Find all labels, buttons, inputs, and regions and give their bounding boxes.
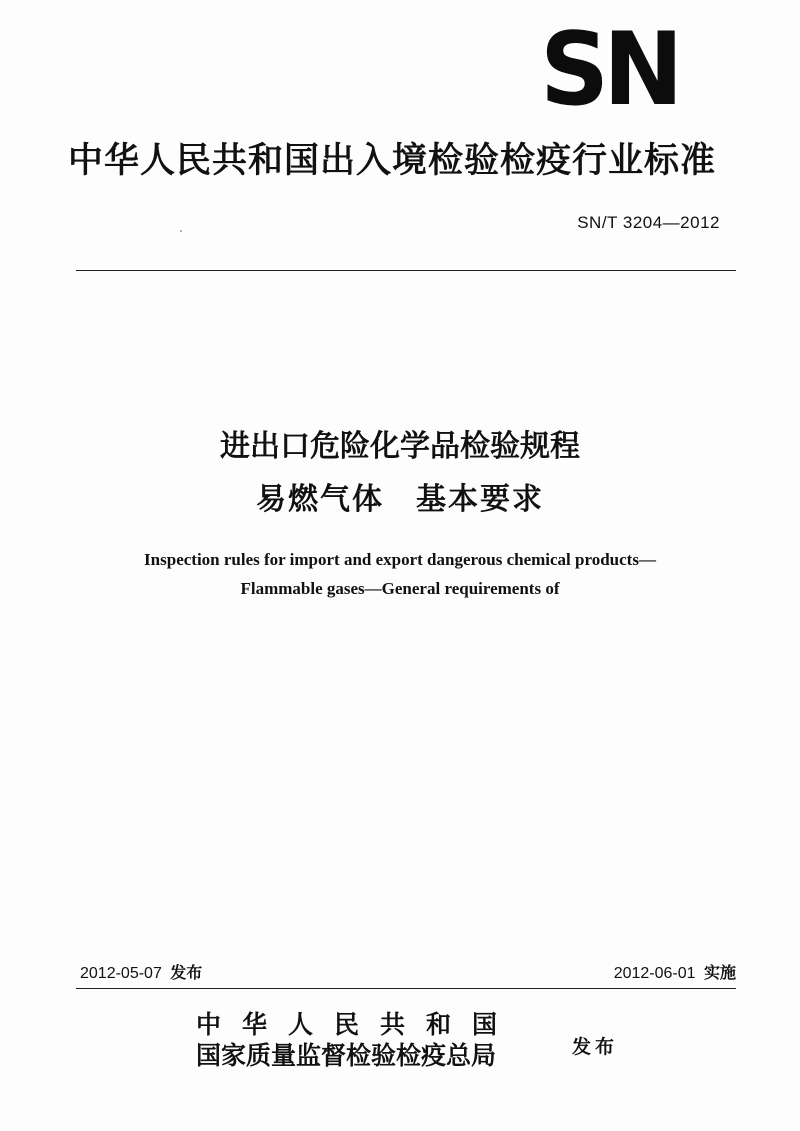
top-divider	[76, 270, 736, 271]
implement-date: 2012-06-01	[613, 965, 696, 982]
chinese-title-line2: 易燃气体 基本要求	[256, 482, 544, 517]
bottom-divider	[76, 988, 736, 989]
scan-speck	[180, 230, 182, 232]
issuer-line2: 国家质量监督检验检疫总局	[196, 1041, 497, 1070]
chinese-title-line1: 进出口危险化学品检验规程	[220, 429, 580, 464]
english-title-line2: Flammable gases—General requirements of	[240, 579, 560, 598]
issuer-block	[196, 1010, 518, 1072]
implement-date-block	[614, 960, 736, 983]
sn-logo: SN	[540, 10, 678, 129]
implement-label: 实施	[703, 963, 736, 982]
issue-date-block	[80, 960, 202, 983]
issue-date: 2012-05-07	[80, 965, 162, 982]
standard-number: SN/T 3204—2012	[577, 213, 720, 232]
english-title-line1: Inspection rules for import and export dangerous chemical products—	[144, 550, 656, 569]
issuer-line1: 中华人民共和国	[196, 1010, 519, 1039]
issue-label: 发布	[170, 963, 203, 982]
publish-label: 发布	[572, 1036, 619, 1058]
industry-standard-title: 中华人民共和国出入境检验检疫行业标准	[68, 141, 717, 181]
